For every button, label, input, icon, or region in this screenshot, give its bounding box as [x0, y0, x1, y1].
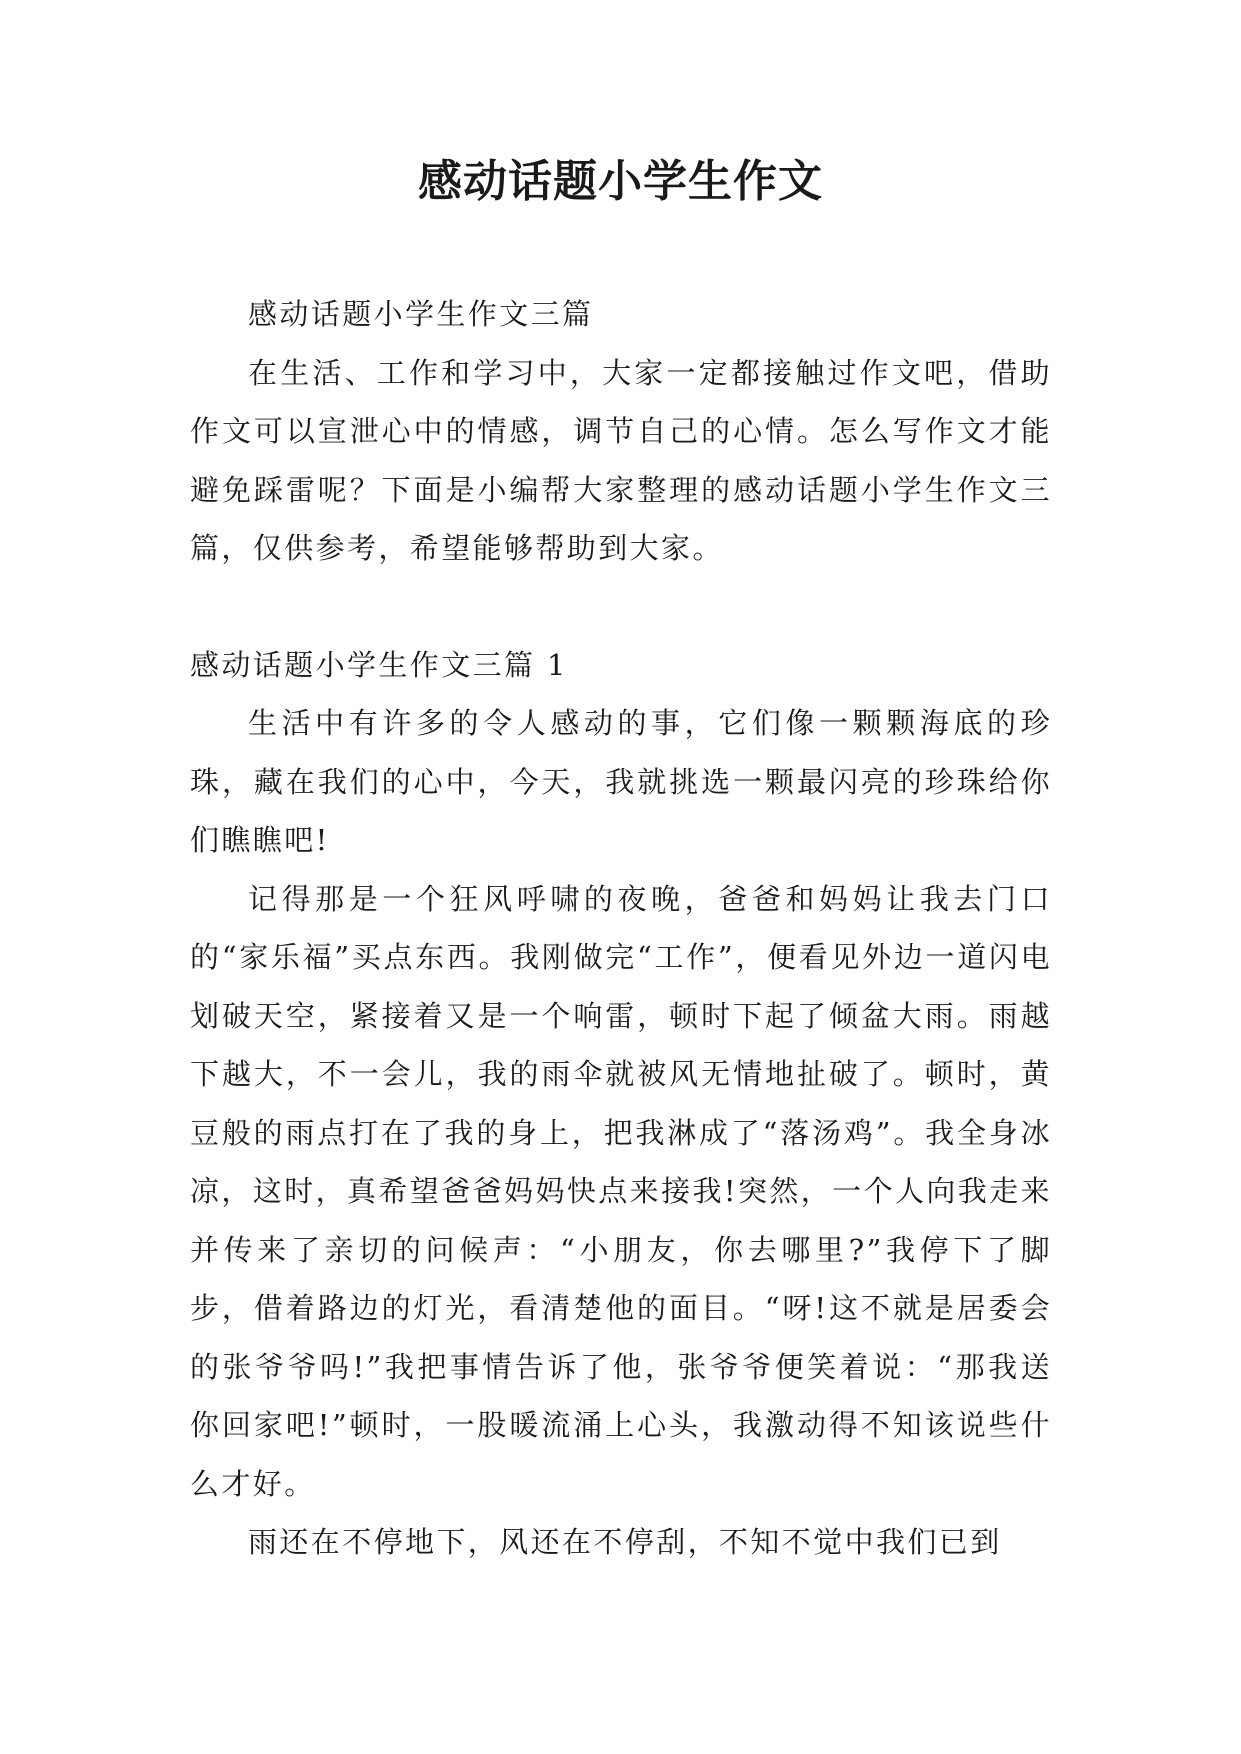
body-paragraph: 雨还在不停地下，风还在不停刮，不知不觉中我们已到: [248, 1525, 1002, 1559]
document-subtitle: 感动话题小学生作文三篇: [248, 297, 594, 331]
section-heading: 感动话题小学生作文三篇 1: [190, 647, 568, 682]
intro-paragraph: 在生活、工作和学习中，大家一定都接触过作文吧，借助作文可以宣泄心中的情感，调节自己的心情。怎么写作文才能避免踩雷呢？下面是小编帮大家整理的感动话题小学生作文三篇，仅供参考，希望能够帮助到大家。: [190, 355, 1052, 565]
body-paragraph: 生活中有许多的令人感动的事，它们像一颗颗海底的珍珠，藏在我们的心中，今天，我就挑选一颗最闪亮的珍珠给你们瞧瞧吧!: [190, 706, 1052, 857]
document-body: [190, 285, 1052, 1572]
body-paragraph: 记得那是一个狂风呼啸的夜晚，爸爸和妈妈让我去门口的“家乐福”买点东西。我刚做完“工作”，便看见外边一道闪电划破天空，紧接着又是一个响雷，顿时下起了倾盆大雨。雨越下越大，不一会儿，我的雨伞就被风无情地扯破了。顿时，黄豆般的雨点打在了我的身上，把我淋成了“落汤鸡”。我全身冰凉，这时，真希望爸爸妈妈快点来接我!突然，一个人向我走来并传来了亲切的问候声：“小朋友，你去哪里?”我停下了脚步，借着路边的灯光，看清楚他的面目。“呀!这不就是居委会的张爷爷吗!”我把事情告诉了他，张爷爷便笑着说：“那我送你回家吧!”顿时，一股暖流涌上心头，我激动得不知该说些什么才好。: [190, 881, 1052, 1501]
document-title: 感动话题小学生作文: [418, 156, 823, 207]
